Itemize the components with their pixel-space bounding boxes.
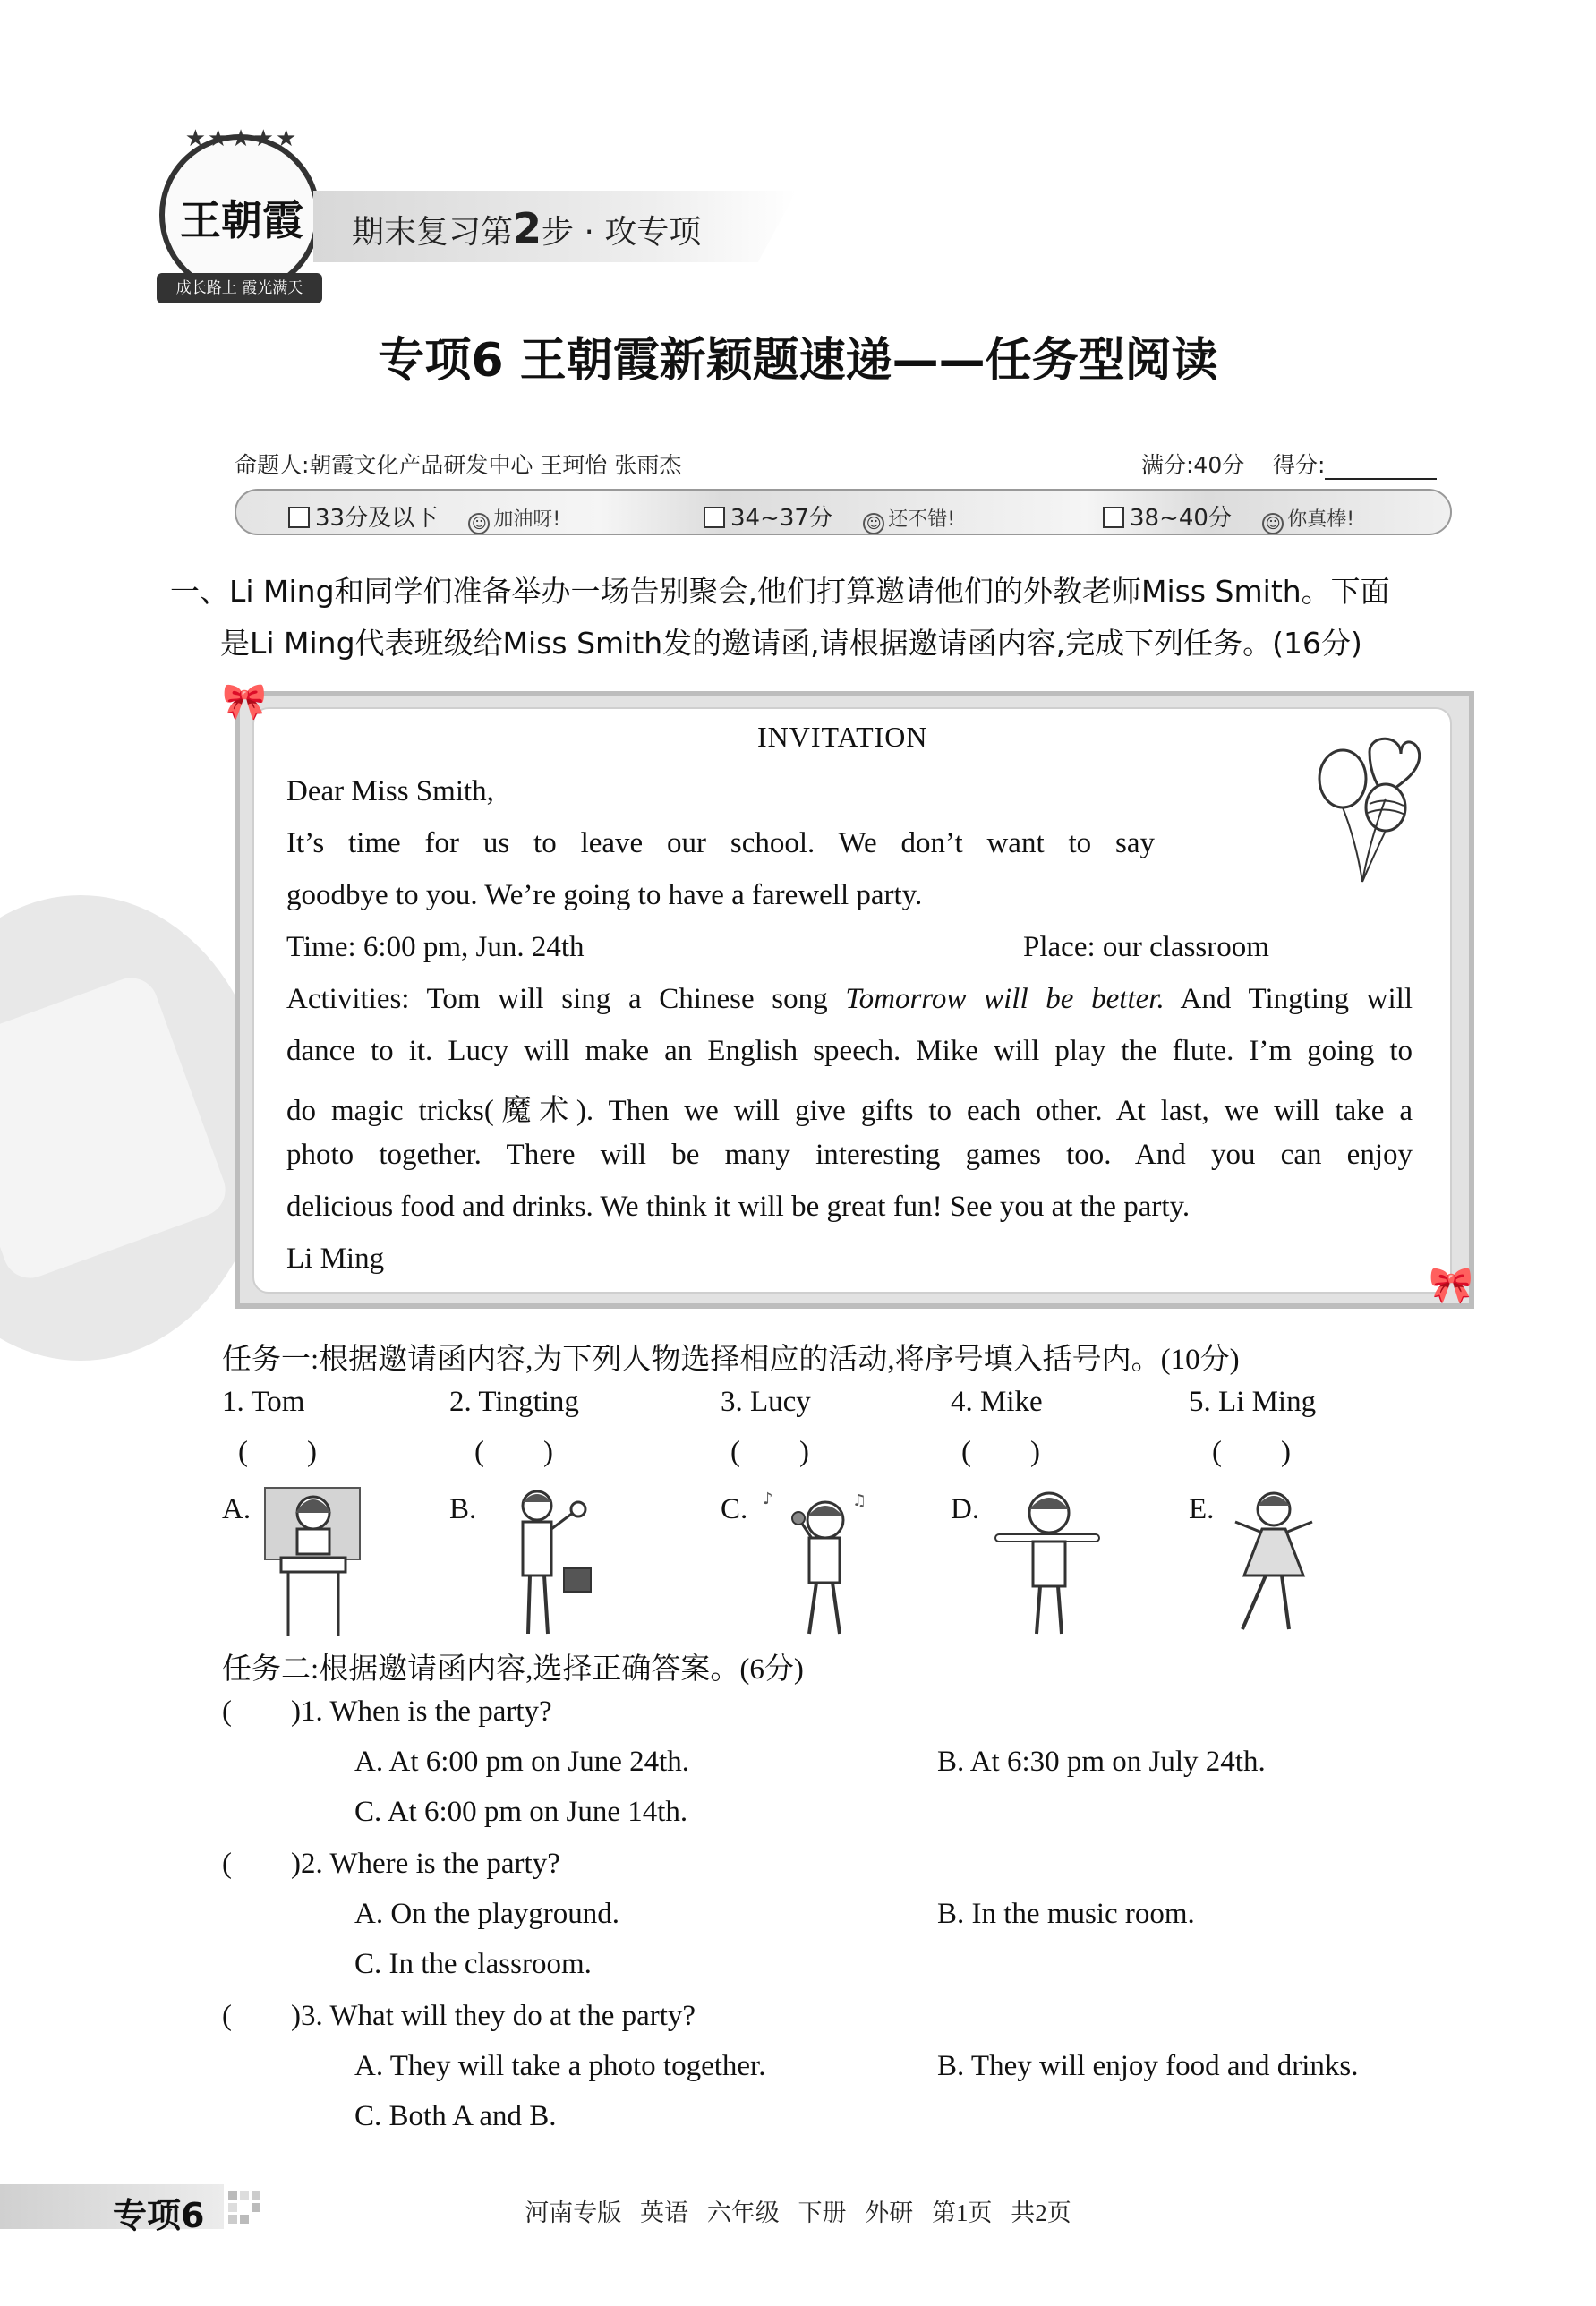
picture-label: E. bbox=[1189, 1493, 1215, 1525]
smile-face-icon: ☺ bbox=[863, 513, 884, 534]
invitation-greeting: Dear Miss Smith, bbox=[286, 775, 494, 807]
person-item: 1. Tom bbox=[222, 1386, 305, 1418]
invitation-activities-line4: photo together. There will be many interesting games too. And you can enjoy bbox=[286, 1139, 1413, 1171]
speech-girl-icon bbox=[263, 1486, 363, 1638]
answer-blank[interactable]: ( ) bbox=[1212, 1436, 1291, 1468]
invitation-activities-line3: do magic tricks(魔术). Then we will give gifts to each other. At last, we will take a bbox=[286, 1095, 1413, 1127]
balloons-icon bbox=[1307, 734, 1423, 895]
authors: 命题人:朝霞文化产品研发中心 王珂怡 张雨杰 bbox=[235, 452, 682, 478]
invitation-activities-line5: delicious food and drinks. We think it will be great fun! See you at the party. bbox=[286, 1191, 1191, 1223]
banner-pre: 期末复习第 bbox=[352, 214, 514, 251]
invitation-title: INVITATION bbox=[757, 721, 928, 753]
option-a: A. They will take a photo together. bbox=[354, 2050, 766, 2082]
magician-icon bbox=[501, 1486, 600, 1638]
svg-text:♫: ♫ bbox=[852, 1491, 867, 1510]
person-item: 2. Tingting bbox=[449, 1386, 579, 1418]
question-1-prompt: 一、Li Ming和同学们准备举办一场告别聚会,他们打算邀请他们的外教老师Miss Smith。下面 是Li Ming代表班级给Miss Smith发的邀请函,请根据邀请函内容,完成下列任务。(16分) bbox=[170, 574, 1390, 661]
banner-post: 步 · 攻专项 bbox=[542, 214, 702, 251]
invitation-activities-line1: Activities: Tom will sing a Chinese song Tomorrow will be better. And Tingting will bbox=[286, 983, 1413, 1015]
option-c: C. Both A and B. bbox=[354, 2100, 557, 2132]
option-a: A. At 6:00 pm on June 24th. bbox=[354, 1746, 690, 1778]
option-b: B. At 6:30 pm on July 24th. bbox=[937, 1746, 1266, 1778]
rating-checkbox-2[interactable] bbox=[704, 507, 725, 528]
person-item: 3. Lucy bbox=[721, 1386, 811, 1418]
person-item: 4. Mike bbox=[951, 1386, 1043, 1418]
banner-text bbox=[352, 204, 701, 252]
option-b: B. They will enjoy food and drinks. bbox=[937, 2050, 1359, 2082]
option-c: C. In the classroom. bbox=[354, 1948, 592, 1980]
task2-heading: 任务二:根据邀请函内容,选择正确答案。(6分) bbox=[222, 1653, 804, 1686]
svg-text:♪: ♪ bbox=[763, 1490, 773, 1508]
ribbon-bow-icon: 🎀 bbox=[1429, 1265, 1473, 1306]
rating-checkbox-1[interactable] bbox=[288, 507, 310, 528]
picture-label: C. bbox=[721, 1493, 748, 1525]
picture-label: A. bbox=[222, 1493, 252, 1525]
question-stem[interactable]: ( )2. Where is the party? bbox=[222, 1848, 560, 1880]
footer-info: 河南专版 英语 六年级 下册 外研 第1页 共2页 bbox=[525, 2199, 1071, 2226]
page-title: 专项6 王朝霞新颖题速递——任务型阅读 bbox=[378, 334, 1218, 388]
full-score: 满分:40分 bbox=[1141, 452, 1245, 478]
answer-blank[interactable]: ( ) bbox=[961, 1436, 1040, 1468]
score-input[interactable] bbox=[1325, 458, 1437, 480]
option-b: B. In the music room. bbox=[937, 1898, 1195, 1930]
rating-checkbox-3[interactable] bbox=[1103, 507, 1124, 528]
logo-stars-icon: ★★★★★ bbox=[184, 125, 299, 152]
answer-blank[interactable]: ( ) bbox=[730, 1436, 809, 1468]
question-stem[interactable]: ( )1. When is the party? bbox=[222, 1695, 552, 1728]
ribbon-bow-icon: 🎀 bbox=[222, 681, 267, 722]
option-a: A. On the playground. bbox=[354, 1898, 620, 1930]
option-c: C. At 6:00 pm on June 14th. bbox=[354, 1796, 688, 1828]
invitation-signature: Li Ming bbox=[286, 1243, 385, 1275]
footer-label: 专项6 bbox=[113, 2196, 205, 2235]
invitation-activities-line2: dance to it. Lucy will make an English speech. Mike will play the flute. I’m going to bbox=[286, 1035, 1413, 1067]
invitation-p1-line2: goodbye to you. We’re going to have a farewell party. bbox=[286, 879, 923, 911]
rating-item-1: 33分及以下 ☺ 加油呀! bbox=[288, 500, 560, 534]
smile-face-icon: ☺ bbox=[468, 513, 490, 534]
flute-boy-icon bbox=[994, 1486, 1101, 1638]
singing-boy-icon bbox=[763, 1486, 870, 1638]
banner-step-number: 2 bbox=[513, 204, 542, 252]
rating-item-3: 38~40分 ☺ 你真棒! bbox=[1103, 500, 1354, 534]
question-stem[interactable]: ( )3. What will they do at the party? bbox=[222, 2000, 696, 2032]
picture-label: B. bbox=[449, 1493, 477, 1525]
logo-ribbon: 成长路上 霞光满天 bbox=[157, 273, 322, 303]
invitation-time: Time: 6:00 pm, Jun. 24th bbox=[286, 931, 585, 963]
invitation-p1-line1: It’s time for us to leave our school. We don’t want to say bbox=[286, 827, 1155, 859]
person-item: 5. Li Ming bbox=[1189, 1386, 1317, 1418]
score-info bbox=[1141, 448, 1437, 480]
task1-heading: 任务一:根据邀请函内容,为下列人物选择相应的活动,将序号填入括号内。(10分) bbox=[222, 1344, 1240, 1376]
picture-label: D. bbox=[951, 1493, 980, 1525]
score-label: 得分: bbox=[1273, 452, 1326, 478]
song-title: Tomorrow will be better. bbox=[845, 983, 1165, 1015]
invitation-place: Place: our classroom bbox=[1023, 931, 1269, 963]
logo-name: 王朝霞 bbox=[180, 196, 303, 244]
answer-blank[interactable]: ( ) bbox=[238, 1436, 317, 1468]
rating-item-2: 34~37分 ☺ 还不错! bbox=[704, 500, 955, 534]
dancing-girl-icon bbox=[1225, 1486, 1323, 1638]
smile-face-icon: ☺ bbox=[1262, 513, 1284, 534]
answer-blank[interactable]: ( ) bbox=[474, 1436, 553, 1468]
